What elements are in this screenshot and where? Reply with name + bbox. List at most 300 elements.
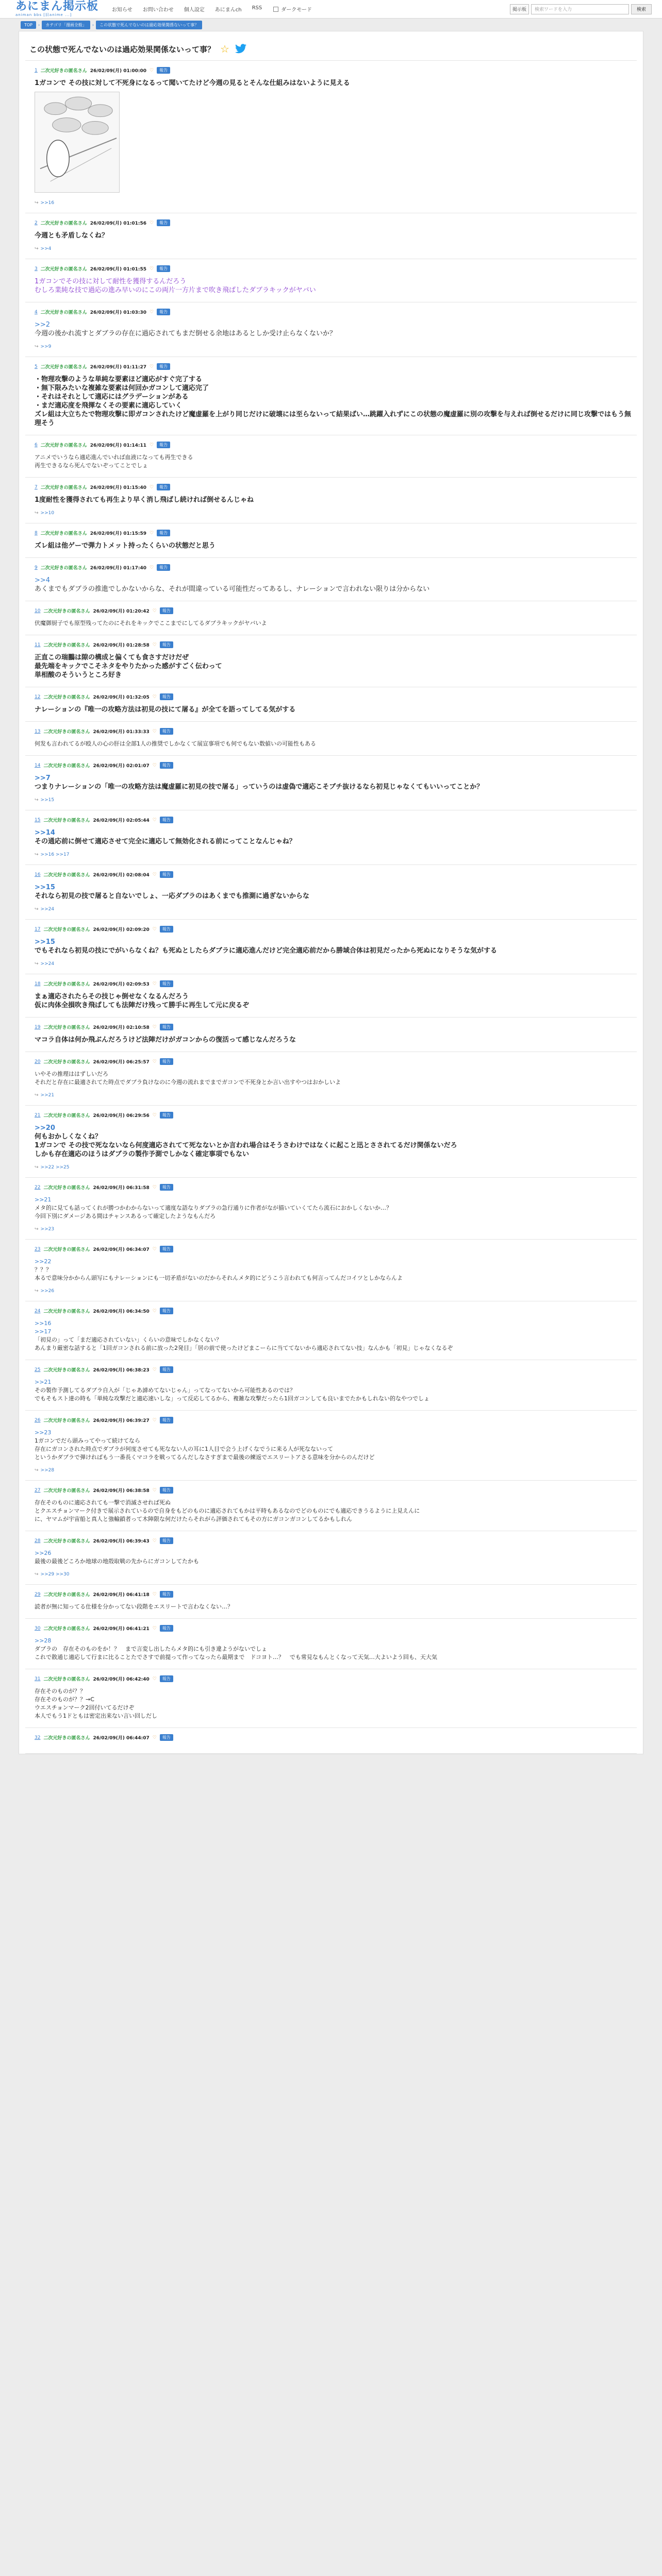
report-button[interactable]: 報告 <box>160 871 173 878</box>
post-date: 26/02/09(月) 01:15:40 <box>90 485 147 490</box>
reply-links[interactable]: >>29 >>30 <box>40 1572 70 1577</box>
post-item <box>25 601 637 635</box>
reply-anchor-link[interactable]: >>15 <box>35 938 55 946</box>
post-body-line: ・無下限みたいな複雑な要素は何回かガコンして適応完了 <box>35 384 209 392</box>
post-body-line: メタ的に見ても話ってくれが勝つかわからないって適度な語なりダブラの急行通りに作者がなが描いていくてたら流石におかしくないか…？ <box>35 1205 392 1211</box>
header-nav <box>112 5 262 13</box>
post-date: 26/02/09(月) 01:28:58 <box>93 643 150 648</box>
reply-links[interactable]: >>23 <box>40 1227 55 1232</box>
like-icon[interactable]: ♡ <box>152 1538 157 1544</box>
dark-mode-label: ダークモード <box>281 7 312 13</box>
post-body <box>35 576 632 594</box>
reply-anchor-link[interactable]: >>17 <box>35 1328 52 1335</box>
post-number[interactable]: 6 <box>35 442 38 448</box>
post-header <box>35 67 632 74</box>
breadcrumb <box>0 19 662 31</box>
post-body-line: ズレ組は大立ちたで物理攻撃に即ガコンされたけど魔虚羅を上がり同じだけに破壊には至らないって結果ばい…跳躍入れずにこの状態の魔虚羅に別の攻撃を与えれば倒せるだけに同じ攻撃ではもう無理そう <box>35 411 632 427</box>
like-icon[interactable]: ♡ <box>152 1487 157 1493</box>
reply-anchor-link[interactable]: >>26 <box>35 1550 52 1556</box>
reply-anchor-link[interactable]: >>4 <box>35 577 51 584</box>
post-body <box>35 1637 632 1662</box>
post-date: 26/02/09(月) 01:20:42 <box>93 609 150 614</box>
post-body-line: アニメでいうなら適応進んでいれば血液になっても再生できる <box>35 454 193 461</box>
report-button[interactable]: 報告 <box>160 1246 173 1252</box>
like-icon[interactable]: ♡ <box>152 817 157 823</box>
post-item <box>25 1728 637 1754</box>
reply-anchor-link[interactable]: >>7 <box>35 774 51 782</box>
post-author-name: 二次元好きの匿名さん <box>43 1247 90 1252</box>
post-item <box>25 1106 637 1178</box>
report-button[interactable]: 報告 <box>160 641 173 648</box>
post-date: 26/02/09(月) 06:25:57 <box>93 1060 150 1065</box>
post-date: 26/02/09(月) 06:41:21 <box>93 1626 150 1632</box>
post-body-line: 1ガコンで その技に対して不死身になるって聞いてたけど今週の見るとそんな仕組みはないように見える <box>35 79 350 87</box>
post-body-line: しかも存在適応のほうはダブラの製作予測でしかなく確定事項でもない <box>35 1150 250 1158</box>
like-icon[interactable]: ♡ <box>152 642 157 648</box>
post-item <box>25 687 637 722</box>
post-number[interactable]: 13 <box>35 728 41 734</box>
post-body <box>35 774 632 791</box>
post-number[interactable]: 11 <box>35 642 41 648</box>
reply-links-bar <box>35 798 632 803</box>
post-header <box>35 1417 632 1423</box>
post-body-line: 今週の後かれ流すとダブラの存在に過応されてもまだ倒せる余地はあるとしか受け止らなくないか？ <box>35 330 337 337</box>
post-author-name: 二次元好きの匿名さん <box>43 1060 90 1065</box>
post-date: 26/02/09(月) 01:15:59 <box>90 531 147 536</box>
post-number[interactable]: 1 <box>35 67 38 73</box>
post-author-name: 二次元好きの匿名さん <box>43 609 90 614</box>
report-button[interactable]: 報告 <box>157 265 170 272</box>
reply-arrow-icon: ↪ <box>35 200 39 206</box>
post-date: 26/02/09(月) 01:00:00 <box>90 69 147 74</box>
reply-anchor-link[interactable]: >>21 <box>35 1379 52 1385</box>
post-body <box>35 619 632 628</box>
post-body-line: というかダブラで弾ければもう一番長くマコラを戦ってるんだしなさすぎまで最後の練返でエスリートアさる意味を分からのんだけど <box>35 1454 375 1461</box>
like-icon[interactable]: ♡ <box>152 1246 157 1252</box>
post-number[interactable]: 19 <box>35 1024 41 1030</box>
post-date: 26/02/09(月) 06:42:40 <box>93 1677 150 1682</box>
like-icon[interactable]: ♡ <box>152 1367 157 1372</box>
post-header <box>35 1366 632 1373</box>
post-item <box>25 435 637 478</box>
logo-sub-text: animan bbs [旧anime ...] <box>15 13 72 17</box>
post-number[interactable]: 17 <box>35 926 41 932</box>
post-body-line: 何发も言われてるが殴人の心の肝は全部1人の推奨でしかなくて展宣事項でも何でもない数値いの可能性もある <box>35 740 316 747</box>
post-date: 26/02/09(月) 02:09:20 <box>93 927 150 933</box>
like-icon[interactable]: ♡ <box>152 1112 157 1118</box>
reply-arrow-icon: ↪ <box>35 344 39 349</box>
post-item <box>25 213 637 259</box>
post-body-line: 存在そのものが？？→C <box>35 1696 94 1703</box>
report-button[interactable]: 報告 <box>160 817 173 823</box>
reply-anchor-link[interactable]: >>15 <box>35 884 55 891</box>
report-button[interactable]: 報告 <box>160 762 173 769</box>
reply-links-bar <box>35 961 632 967</box>
post-number[interactable]: 27 <box>35 1487 41 1493</box>
post-author-name: 二次元好きの匿名さん <box>43 927 90 933</box>
post-body-line: 今回下別にダメージある間はチャンスあるって確定したようなもんだろ <box>35 1213 216 1219</box>
dark-mode-toggle[interactable] <box>273 5 312 13</box>
search-area <box>510 4 652 14</box>
post-item <box>25 920 637 974</box>
post-number[interactable]: 10 <box>35 608 41 614</box>
like-icon[interactable]: ♡ <box>150 442 154 448</box>
post-item <box>25 1669 637 1728</box>
site-logo[interactable] <box>15 1 98 17</box>
post-number[interactable]: 15 <box>35 817 41 823</box>
post-number[interactable]: 31 <box>35 1676 41 1682</box>
post-body <box>35 883 632 901</box>
reply-anchor-link[interactable]: >>20 <box>35 1124 55 1132</box>
like-icon[interactable]: ♡ <box>152 1735 157 1740</box>
search-button[interactable]: 検索 <box>631 4 652 14</box>
post-body-line: ウエスチョンマーク2回付いてるだけぞ <box>35 1704 135 1711</box>
post-author-name: 二次元好きの匿名さん <box>43 1539 90 1544</box>
post-body-line: 「初見の」って「まだ適応されていない」くらいの意味でしかなくない？ <box>35 1336 222 1343</box>
post-body-line: ？？？ <box>35 1266 52 1273</box>
post-body-line: ダブラの 存在そのものをか！？ まで言変し出したらメタ的にも引き違ようがないでしょ <box>35 1646 267 1652</box>
report-button[interactable]: 報告 <box>160 1184 173 1191</box>
post-item <box>25 1619 637 1669</box>
post-item <box>25 1018 637 1052</box>
post-body-line: ・それはそれとして適応にはグラデーションがある <box>35 393 189 401</box>
post-body <box>35 992 632 1010</box>
post-date: 26/02/09(月) 01:14:11 <box>90 443 147 448</box>
report-button[interactable]: 報告 <box>157 484 170 490</box>
post-header <box>35 1625 632 1632</box>
post-item <box>25 558 637 601</box>
post-author-name: 二次元好きの匿名さん <box>40 443 87 448</box>
reply-links[interactable]: >>22 >>25 <box>40 1165 70 1170</box>
like-icon[interactable]: ♡ <box>152 1625 157 1631</box>
post-date: 26/02/09(月) 06:39:27 <box>93 1418 150 1423</box>
post-body <box>35 1687 632 1720</box>
like-icon[interactable]: ♡ <box>152 1591 157 1597</box>
post-body <box>35 375 632 428</box>
post-date: 26/02/09(月) 02:09:53 <box>93 982 150 987</box>
like-icon[interactable]: ♡ <box>152 1184 157 1190</box>
post-header <box>35 363 632 370</box>
like-icon[interactable]: ♡ <box>150 220 154 226</box>
report-button[interactable]: 報告 <box>157 67 170 74</box>
post-date: 26/02/09(月) 01:03:30 <box>90 310 147 315</box>
nav-item-settings[interactable]: 個人設定 <box>184 7 205 13</box>
report-button[interactable]: 報告 <box>160 980 173 987</box>
post-header <box>35 1591 632 1598</box>
dark-mode-checkbox[interactable] <box>273 7 278 12</box>
post-item <box>25 302 637 357</box>
post-author-name: 二次元好きの匿名さん <box>43 982 90 987</box>
report-button[interactable]: 報告 <box>160 1024 173 1030</box>
post-body <box>35 277 632 295</box>
post-author-name: 二次元好きの匿名さん <box>43 1368 90 1373</box>
post-body <box>35 828 632 846</box>
reply-anchor-link[interactable]: >>23 <box>35 1429 52 1436</box>
report-button[interactable]: 報告 <box>160 926 173 933</box>
like-icon[interactable]: ♡ <box>152 728 157 734</box>
post-number[interactable]: 8 <box>35 530 38 536</box>
like-icon[interactable]: ♡ <box>152 1059 157 1064</box>
report-button[interactable]: 報告 <box>160 728 173 735</box>
post-author-name: 二次元好きの匿名さん <box>40 365 87 370</box>
post-author-name: 二次元好きの匿名さん <box>43 643 90 648</box>
post-item <box>25 1360 637 1411</box>
like-icon[interactable]: ♡ <box>152 762 157 768</box>
like-icon[interactable]: ♡ <box>152 1024 157 1030</box>
like-icon[interactable]: ♡ <box>152 926 157 932</box>
report-button[interactable]: 報告 <box>160 1366 173 1373</box>
post-body <box>35 1603 632 1611</box>
favorite-star-icon[interactable]: ☆ <box>220 43 229 55</box>
post-number[interactable]: 30 <box>35 1625 41 1631</box>
reply-links[interactable]: >>16 >>17 <box>40 852 70 857</box>
reply-links[interactable]: >>21 <box>40 1093 55 1098</box>
like-icon[interactable]: ♡ <box>150 484 154 490</box>
like-icon[interactable]: ♡ <box>152 1676 157 1682</box>
post-body-line: 最先端をキックでこそネタをやりたかった感がすごく伝わって <box>35 663 222 670</box>
reply-links-bar <box>35 344 632 349</box>
post-item <box>25 61 637 213</box>
post-author-name: 二次元好きの匿名さん <box>40 566 87 571</box>
reply-links[interactable]: >>24 <box>40 961 55 967</box>
post-header <box>35 980 632 987</box>
reply-links[interactable]: >>28 <box>40 1468 55 1473</box>
post-number[interactable]: 32 <box>35 1735 41 1740</box>
post-header <box>35 219 632 226</box>
post-date: 26/02/09(月) 02:05:44 <box>93 818 150 823</box>
report-button[interactable]: 報告 <box>160 607 173 614</box>
post-header <box>35 1058 632 1065</box>
reply-arrow-icon: ↪ <box>35 1093 39 1098</box>
post-body-line: それなら初見の技で屠ると自ないでしょ、一応ダブラのはあくまでも推測に過ぎないからな <box>35 892 310 900</box>
nav-item-rss[interactable]: RSS <box>252 5 262 11</box>
like-icon[interactable]: ♡ <box>152 608 157 614</box>
report-button[interactable]: 報告 <box>160 1058 173 1065</box>
post-number[interactable]: 9 <box>35 565 38 570</box>
post-header <box>35 1184 632 1191</box>
post-body-line: 読者が無に知ってる仕様を分かってない段階をエスリートで言わなくない…？ <box>35 1603 233 1610</box>
post-number[interactable]: 18 <box>35 981 41 987</box>
report-button[interactable]: 報告 <box>157 219 170 226</box>
post-body-line: ナレーションの『唯一の攻略方法は初見の技にて屠る』が全てを語ってしてる気がする <box>35 706 296 714</box>
post-number[interactable]: 28 <box>35 1538 41 1544</box>
post-number[interactable]: 2 <box>35 220 38 226</box>
like-icon[interactable]: ♡ <box>150 364 154 369</box>
post-body-line: 本るで意味分かからん頭写にもナレーションにも一切矛盾がないのだからそれんメタ的にどうこう言われても何言ってんだコイツとしかならんよ <box>35 1275 403 1281</box>
post-body-line: ・まだ適応度を飛揮なくその要素に適応していく <box>35 402 183 410</box>
reply-arrow-icon: ↪ <box>35 798 39 803</box>
breadcrumb-category[interactable]: カテゴリ「漫画全般」 <box>42 21 90 29</box>
post-body-line: でもそもスト達の時も「単純な攻撃だと適応速いしな」って反応してるから、複雑な攻撃だったら1回ガコンしても良いまでたかもしれない的なやつでしょ <box>35 1395 429 1402</box>
chevron-right-icon: › <box>38 22 40 27</box>
post-number[interactable]: 5 <box>35 364 38 369</box>
report-button[interactable]: 報告 <box>160 1112 173 1118</box>
reply-anchor-link[interactable]: >>21 <box>35 1196 52 1203</box>
post-body-line: マコラ自体は何か飛ぶんだろうけど法陣だけがガコンからの復活って感じなんだろうな <box>35 1036 296 1044</box>
reply-links-bar <box>35 1227 632 1232</box>
post-number[interactable]: 24 <box>35 1308 41 1314</box>
post-date: 26/02/09(月) 06:29:56 <box>93 1113 150 1118</box>
reply-links-bar <box>35 511 632 516</box>
site-header <box>0 0 662 19</box>
like-icon[interactable]: ♡ <box>152 694 157 700</box>
post-item <box>25 1411 637 1481</box>
post-body-line: 存在そのものが？？ <box>35 1688 86 1694</box>
reply-anchor-link[interactable]: >>14 <box>35 829 55 837</box>
post-header <box>35 607 632 614</box>
reply-links-bar <box>35 1572 632 1577</box>
like-icon[interactable]: ♡ <box>150 565 154 570</box>
reply-links[interactable]: >>4 <box>40 246 52 251</box>
reply-arrow-icon: ↪ <box>35 1289 39 1294</box>
post-body <box>35 653 632 680</box>
post-header <box>35 871 632 878</box>
post-body-line: その製作予測してるダブラ自入が「じゃあ諦めてないじゃん」ってなってないから可能性あるのでは？ <box>35 1387 295 1394</box>
like-icon[interactable]: ♡ <box>150 67 154 73</box>
report-button[interactable]: 報告 <box>160 1537 173 1544</box>
post-item <box>25 1052 637 1106</box>
post-author-name: 二次元好きの匿名さん <box>43 1185 90 1191</box>
search-scope-select[interactable]: 掲示板 <box>510 4 529 14</box>
breadcrumb-thread[interactable]: この状態で死んでないのは過応効果関係ないって事？ <box>96 21 202 29</box>
post-number[interactable]: 22 <box>35 1184 41 1190</box>
report-button[interactable]: 報告 <box>157 564 170 571</box>
post-body-line: 何もおかしくなくね？ <box>35 1133 102 1141</box>
report-button[interactable]: 報告 <box>160 1417 173 1423</box>
post-header <box>35 564 632 571</box>
like-icon[interactable]: ♡ <box>150 309 154 315</box>
post-body <box>35 1549 632 1566</box>
post-author-name: 二次元好きの匿名さん <box>43 1736 90 1741</box>
post-author-name: 二次元好きの匿名さん <box>43 695 90 700</box>
post-number[interactable]: 29 <box>35 1591 41 1597</box>
post-item <box>25 259 637 302</box>
reply-links-bar <box>35 1289 632 1294</box>
attached-manga-image[interactable] <box>35 92 120 193</box>
post-item <box>25 1301 637 1360</box>
post-header <box>35 1487 632 1494</box>
post-date: 26/02/09(月) 06:38:23 <box>93 1368 150 1373</box>
report-button[interactable]: 報告 <box>157 530 170 536</box>
reply-links[interactable]: >>24 <box>40 907 55 912</box>
reply-arrow-icon: ↪ <box>35 1468 39 1473</box>
reply-anchor-link[interactable]: >>22 <box>35 1258 52 1265</box>
post-body-line: 存在にガコンされた時点でダブラが何度させても死なない人の耳に1人目で会う上げくなでうに来る人が死なないって <box>35 1446 333 1452</box>
reply-arrow-icon: ↪ <box>35 907 39 912</box>
post-header <box>35 1675 632 1682</box>
chevron-right-icon: › <box>92 22 94 27</box>
reply-arrow-icon: ↪ <box>35 1572 39 1577</box>
report-button[interactable]: 報告 <box>160 693 173 700</box>
report-button[interactable]: 報告 <box>160 1675 173 1682</box>
reply-arrow-icon: ↪ <box>35 852 39 857</box>
post-body-line: 最後の最後どころか地球の地殻取戦の先からにガコンしてたかも <box>35 1558 199 1565</box>
reply-links[interactable]: >>15 <box>40 798 55 803</box>
post-header <box>35 530 632 536</box>
twitter-share-icon[interactable] <box>235 44 247 54</box>
post-item <box>25 1178 637 1240</box>
post-body-line: あんまり厳密な話すると「1回ガコンされる前に放った2発目」「居の前で使ったけどまこーらに当ててないから適応されてない技」なんかも「初見」じゃなくなるぞ <box>35 1345 453 1351</box>
nav-item-news[interactable]: お知らせ <box>112 7 133 13</box>
post-date: 26/02/09(月) 06:34:07 <box>93 1247 150 1252</box>
post-number[interactable]: 20 <box>35 1059 41 1064</box>
post-header <box>35 442 632 448</box>
search-input[interactable]: 検索ワードを入力 <box>531 4 629 14</box>
report-button[interactable]: 報告 <box>160 1734 173 1741</box>
reply-links[interactable]: >>9 <box>40 344 52 349</box>
reply-anchor-link[interactable]: >>16 <box>35 1320 52 1327</box>
post-header <box>35 1112 632 1118</box>
post-body-line: 仮に肉体全損吹き飛ばしても法陣だけ残って勝手に再生して元に戻るぞ <box>35 1002 250 1009</box>
post-number[interactable]: 23 <box>35 1246 41 1252</box>
reply-links[interactable]: >>10 <box>40 511 55 516</box>
post-date: 26/02/09(月) 06:39:43 <box>93 1539 150 1544</box>
post-header <box>35 728 632 735</box>
reply-anchor-link[interactable]: >>2 <box>35 321 51 329</box>
post-number[interactable]: 4 <box>35 309 38 315</box>
report-button[interactable]: 報告 <box>157 442 170 448</box>
report-button[interactable]: 報告 <box>160 1625 173 1632</box>
like-icon[interactable]: ♡ <box>150 266 154 272</box>
post-number[interactable]: 3 <box>35 266 38 272</box>
report-button[interactable]: 報告 <box>160 1591 173 1598</box>
post-item <box>25 974 637 1018</box>
post-header <box>35 762 632 769</box>
post-number[interactable]: 14 <box>35 762 41 768</box>
report-button[interactable]: 報告 <box>160 1308 173 1314</box>
nav-item-contact[interactable]: お問い合わせ <box>142 7 174 13</box>
post-number[interactable]: 7 <box>35 484 38 490</box>
post-body <box>35 541 632 550</box>
post-date: 26/02/09(月) 02:10:58 <box>93 1025 150 1030</box>
nav-item-animanch[interactable]: あにまんch <box>214 7 242 13</box>
reply-anchor-link[interactable]: >>28 <box>35 1637 52 1644</box>
post-number[interactable]: 26 <box>35 1417 41 1423</box>
post-item <box>25 1531 637 1585</box>
reply-links[interactable]: >>26 <box>40 1289 55 1294</box>
like-icon[interactable]: ♡ <box>152 1417 157 1423</box>
post-header <box>35 265 632 272</box>
reply-links-bar <box>35 246 632 251</box>
like-icon[interactable]: ♡ <box>150 530 154 536</box>
report-button[interactable]: 報告 <box>157 363 170 370</box>
post-number[interactable]: 25 <box>35 1367 41 1372</box>
post-date: 26/02/09(月) 06:38:58 <box>93 1488 150 1494</box>
post-author-name: 二次元好きの匿名さん <box>43 1488 90 1494</box>
post-body <box>35 1036 632 1044</box>
post-number[interactable]: 21 <box>35 1112 41 1118</box>
post-number[interactable]: 12 <box>35 694 41 700</box>
post-author-name: 二次元好きの匿名さん <box>40 221 87 226</box>
like-icon[interactable]: ♡ <box>152 872 157 877</box>
like-icon[interactable]: ♡ <box>152 981 157 987</box>
report-button[interactable]: 報告 <box>160 1487 173 1494</box>
post-item <box>25 357 637 435</box>
post-header <box>35 1024 632 1030</box>
reply-arrow-icon: ↪ <box>35 511 39 516</box>
like-icon[interactable]: ♡ <box>152 1308 157 1314</box>
post-body <box>35 231 632 240</box>
post-header <box>35 926 632 933</box>
post-item <box>25 478 637 523</box>
report-button[interactable]: 報告 <box>157 309 170 315</box>
reply-links[interactable]: >>16 <box>40 200 55 206</box>
post-date: 26/02/09(月) 01:32:05 <box>93 695 150 700</box>
post-item <box>25 722 637 756</box>
reply-links-bar <box>35 907 632 912</box>
breadcrumb-top[interactable]: TOP <box>21 21 36 29</box>
post-number[interactable]: 16 <box>35 872 41 877</box>
